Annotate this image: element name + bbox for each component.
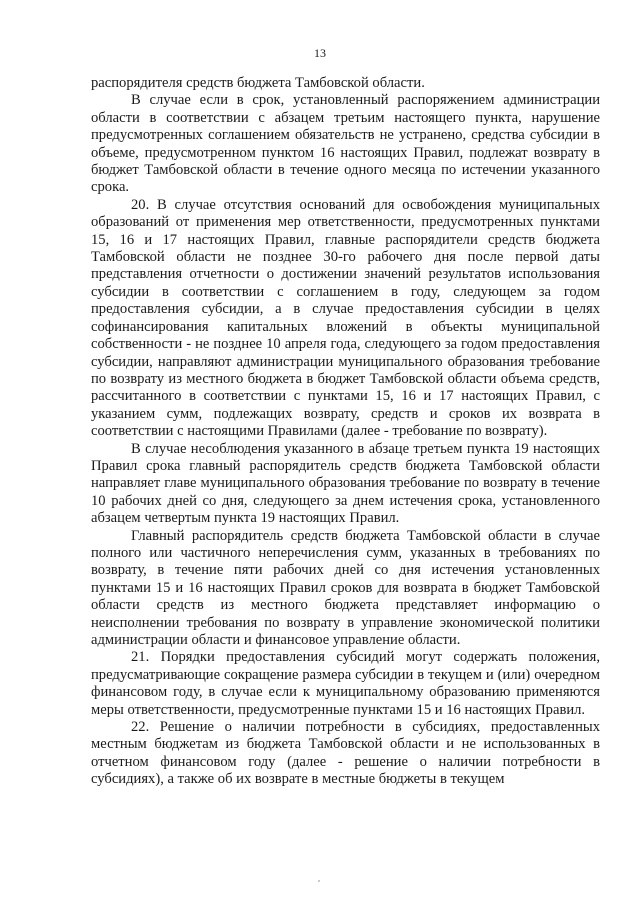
paragraph-noncompliance: В случае несоблюдения указанного в абзаце третьем пункта 19 настоящих Правил срока главный распорядитель средств бюджета Тамбовской области направляет главе муниципального образования требование по возврату в течение 10 рабочих дней со дня, следующего за днем истечения срока, установленного абзацем четвертым пункта 19 настоящих Правил. bbox=[91, 440, 600, 527]
paragraph-item-22: 22. Решение о наличии потребности в субсидиях, предоставленных местным бюджетам из бюджета Тамбовской области и не использованных в отчетном финансовом году (далее - решение о наличии потребности в субсидиях), а также об их возврате в местные бюджеты в текущем bbox=[91, 719, 600, 788]
paragraph-continuation: распорядителя средств бюджета Тамбовской области. bbox=[91, 75, 425, 91]
paragraph-item-20: 20. В случае отсутствия оснований для освобождения муниципальных образований от применения мер ответственности, предусмотренных пунктами 15, 16 и 17 настоящих Правил, главные распорядители средств бюджета Тамбовской области не позднее 30-го рабочего дня после первой даты представления отчетности о достижении значений результатов использования субсидии в соответствии с соглашением в году, следующем за годом предоставления субсидии, а в случае предоставления субсидии в целях софинансирования капитальных вложений в объекты муниципальной собственности - не позднее 10 апреля года, следующего за годом предоставления субсидии, направляют администрации муниципального образования требование по возврату из местного бюджета в бюджет Тамбовской области объема средств, рассчитанного в соответствии с пунктами 15, 16 и 17 настоящих Правил, с указанием сумм, подлежащих возврату, средств и сроков их возврата в соответствии с настоящими Правилами (далее - требование по возврату). bbox=[91, 196, 600, 440]
scan-artifact-dot bbox=[318, 880, 320, 882]
paragraph-item-21: 21. Порядки предоставления субсидий могут содержать положения, предусматривающие сокращение размера субсидии в текущем и (или) очередном финансовом году, в случае если к муниципальному образованию применяются меры ответственности, предусмотренные пунктами 15 и 16 настоящих Правил. bbox=[91, 649, 600, 718]
document-body bbox=[91, 75, 600, 789]
page-number: 13 bbox=[314, 46, 326, 60]
paragraph-chief-administrator: Главный распорядитель средств бюджета Тамбовской области в случае полного или частичного неперечисления сумм, указанных в требованиях по возврату, в течение пяти рабочих дней со дня истечения установленных пунктами 15 и 16 настоящих Правил сроков для возврата в бюджет Тамбовской области средств из местного бюджета представляет информацию о неисполнении требования по возврату в управление экономической политики администрации области и финансовое управление области. bbox=[91, 527, 600, 648]
paragraph-deadline-return: В случае если в срок, установленный распоряжением администрации области в соответствии с абзацем третьим настоящего пункта, нарушение предусмотренных соглашением обязательств не устранено, средства субсидии в объеме, предусмотренном пунктом 16 настоящих Правил, подлежат возврату в бюджет Тамбовской области в течение одного месяца по истечении указанного срока. bbox=[91, 92, 600, 196]
